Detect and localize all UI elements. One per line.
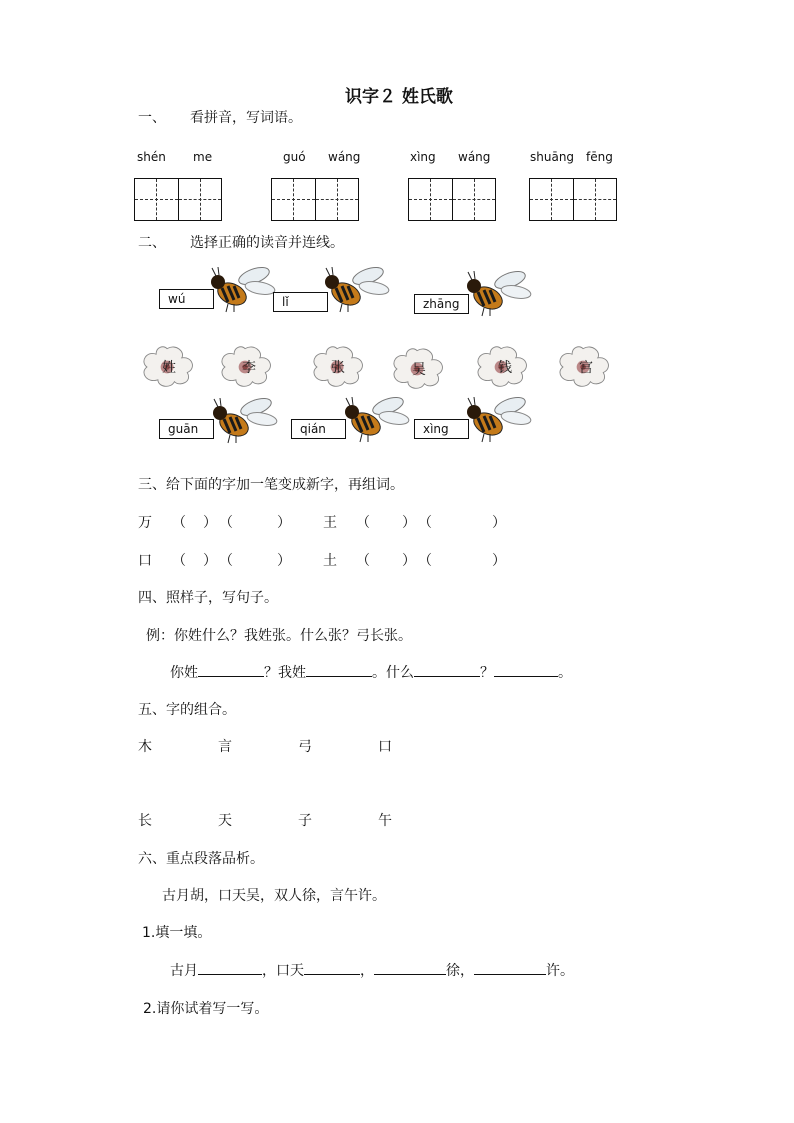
question-2: 2.请你试着写一写。 [143, 1001, 269, 1017]
pinyin-option[interactable]: zhāng [414, 294, 469, 314]
writing-grid-3[interactable] [408, 178, 496, 221]
bee-icon [462, 392, 532, 444]
combo-character[interactable]: 子 [298, 813, 312, 829]
pinyin-label: wáng [328, 150, 361, 164]
writing-grid-2[interactable] [271, 178, 359, 221]
pinyin-label: xìng [410, 150, 436, 164]
base-character: 口 [138, 553, 152, 569]
character-option[interactable]: 李 [242, 360, 256, 376]
fill-text: 徐， [446, 963, 474, 979]
left-paren: （ [418, 515, 432, 531]
fill-text: ？ [480, 665, 494, 681]
answer-blank[interactable] [494, 662, 558, 677]
bee-icon [208, 393, 278, 445]
character-option[interactable]: 宫 [579, 360, 593, 376]
right-paren: ） [402, 515, 416, 531]
fill-sentence [170, 662, 572, 682]
pinyin-option[interactable]: wú [159, 289, 214, 309]
right-paren: ） [277, 553, 291, 569]
left-paren: （ [356, 553, 370, 569]
bee-icon [206, 262, 276, 314]
right-paren: ） [203, 553, 217, 569]
section5-heading: 五、字的组合。 [138, 702, 236, 718]
bee-icon [340, 392, 410, 444]
character-option[interactable]: 钱 [498, 360, 512, 376]
pinyin-label: shuāng [530, 150, 575, 164]
fill-text: ，口天 [262, 963, 304, 979]
answer-blank[interactable] [198, 662, 264, 677]
pinyin-option[interactable]: qián [291, 419, 346, 439]
left-paren: （ [172, 515, 186, 531]
combo-character[interactable]: 天 [218, 813, 232, 829]
writing-grid-1[interactable] [134, 178, 222, 221]
fill-text: ？我姓 [264, 665, 306, 681]
right-paren: ） [402, 553, 416, 569]
character-option[interactable]: 姓 [162, 360, 176, 376]
combo-character[interactable]: 口 [378, 739, 392, 755]
pinyin-label: shén [137, 150, 166, 164]
fill-text: ， [360, 963, 374, 979]
pinyin-label: wáng [458, 150, 491, 164]
combo-character[interactable]: 长 [138, 813, 152, 829]
pinyin-option[interactable]: xìng [414, 419, 469, 439]
section1-heading: 看拼音，写词语。 [190, 110, 302, 126]
pinyin-option[interactable]: lǐ [273, 292, 328, 312]
base-character: 王 [323, 515, 337, 531]
combo-character[interactable]: 弓 [298, 739, 312, 755]
writing-grid-4[interactable] [529, 178, 617, 221]
combo-character[interactable]: 言 [218, 739, 232, 755]
right-paren: ） [203, 515, 217, 531]
base-character: 万 [138, 515, 152, 531]
character-option[interactable]: 吴 [412, 362, 426, 378]
page-title: 识字２ 姓氏歌 [345, 87, 453, 107]
pinyin-label: fēng [586, 150, 613, 164]
left-paren: （ [356, 515, 370, 531]
combo-character[interactable]: 木 [138, 739, 152, 755]
left-paren: （ [418, 553, 432, 569]
question-1: 1.填一填。 [142, 925, 212, 941]
answer-blank[interactable] [198, 960, 262, 975]
section4-heading: 四、照样子，写句子。 [138, 590, 278, 606]
fill-sentence [170, 960, 574, 980]
example-sentence: 例：你姓什么？我姓张。什么张？弓长张。 [146, 628, 412, 644]
section3-heading: 三、给下面的字加一笔变成新字，再组词。 [138, 477, 404, 493]
answer-blank[interactable] [474, 960, 546, 975]
right-paren: ） [277, 515, 291, 531]
base-character: 土 [323, 553, 337, 569]
fill-text: 。什么 [372, 665, 414, 681]
character-option[interactable]: 张 [331, 360, 345, 376]
fill-text: 你姓 [170, 665, 198, 681]
passage-text: 古月胡，口天吴，双人徐，言午许。 [162, 888, 386, 904]
pinyin-option[interactable]: guān [159, 419, 214, 439]
left-paren: （ [219, 553, 233, 569]
right-paren: ） [492, 553, 506, 569]
pinyin-label: guó [283, 150, 306, 164]
right-paren: ） [492, 515, 506, 531]
section6-heading: 六、重点段落品析。 [138, 851, 264, 867]
bee-icon [462, 266, 532, 318]
section1-number: 一、 [138, 110, 166, 126]
section2-heading: 选择正确的读音并连线。 [190, 235, 344, 251]
answer-blank[interactable] [374, 960, 446, 975]
left-paren: （ [172, 553, 186, 569]
fill-text: 古月 [170, 963, 198, 979]
answer-blank[interactable] [414, 662, 480, 677]
section2-number: 二、 [138, 235, 166, 251]
answer-blank[interactable] [306, 662, 372, 677]
pinyin-label: me [193, 150, 213, 164]
bee-icon [320, 262, 390, 314]
fill-text: 许。 [546, 963, 574, 979]
combo-character[interactable]: 午 [378, 813, 392, 829]
left-paren: （ [219, 515, 233, 531]
fill-text: 。 [558, 665, 572, 681]
answer-blank[interactable] [304, 960, 360, 975]
